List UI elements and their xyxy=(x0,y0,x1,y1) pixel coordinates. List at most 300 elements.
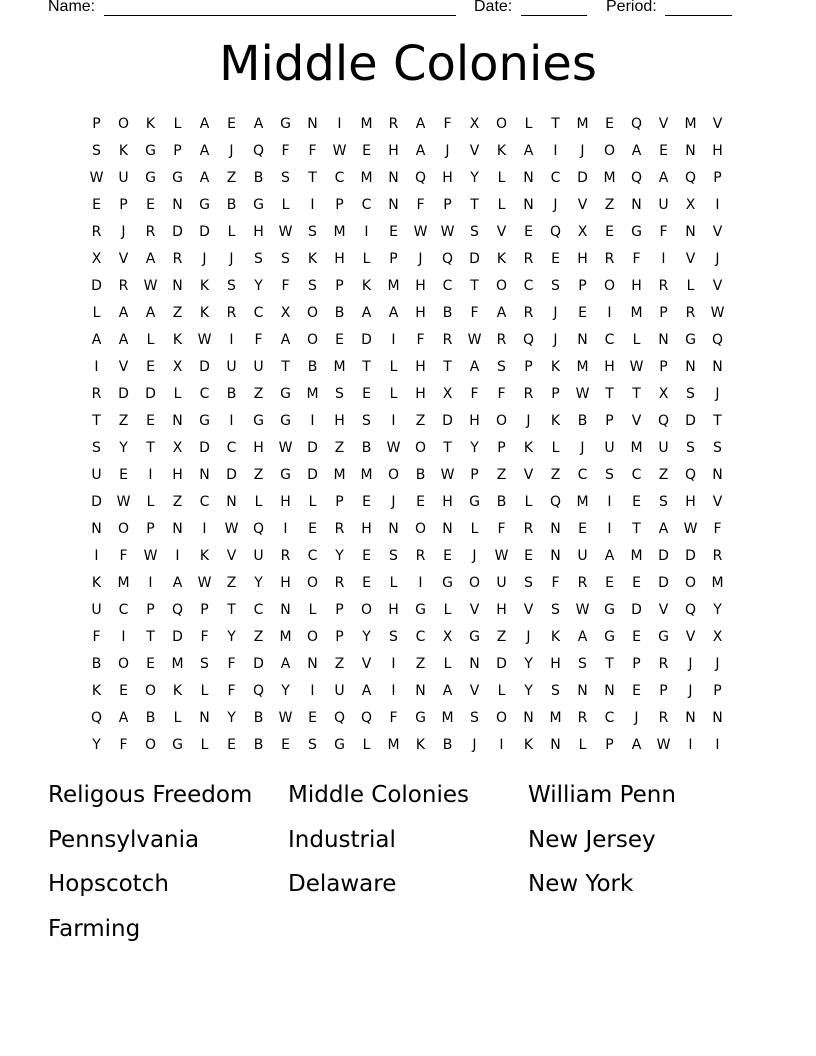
grid-letter[interactable]: Z xyxy=(226,170,237,186)
grid-letter[interactable]: S xyxy=(551,602,560,618)
grid-letter[interactable]: M xyxy=(630,548,643,564)
grid-letter[interactable]: H xyxy=(280,494,291,510)
grid-letter[interactable]: W xyxy=(197,332,212,348)
grid-letter[interactable]: J xyxy=(391,494,396,510)
grid-letter[interactable]: E xyxy=(362,548,371,564)
grid-letter[interactable]: P xyxy=(632,656,641,672)
grid-letter[interactable]: Q xyxy=(441,251,454,267)
grid-letter[interactable]: K xyxy=(523,737,534,753)
grid-letter[interactable]: O xyxy=(468,575,481,591)
grid-letter[interactable]: J xyxy=(553,305,558,321)
grid-letter[interactable]: O xyxy=(117,116,130,132)
grid-letter[interactable]: E xyxy=(632,683,641,699)
grid-letter[interactable]: R xyxy=(172,251,183,267)
grid-letter[interactable]: A xyxy=(631,737,642,753)
grid-letter[interactable]: V xyxy=(469,683,480,699)
grid-letter[interactable]: N xyxy=(712,710,723,726)
grid-letter[interactable]: G xyxy=(469,494,480,510)
grid-letter[interactable]: G xyxy=(415,710,426,726)
grid-letter[interactable]: P xyxy=(578,278,587,294)
grid-letter[interactable]: A xyxy=(118,332,129,348)
grid-letter[interactable]: T xyxy=(551,116,560,132)
grid-letter[interactable]: V xyxy=(631,413,642,429)
grid-letter[interactable]: G xyxy=(199,197,210,213)
grid-letter[interactable]: Q xyxy=(630,116,643,132)
grid-letter[interactable]: N xyxy=(415,683,426,699)
grid-letter[interactable]: F xyxy=(254,332,263,348)
grid-letter[interactable]: I xyxy=(715,737,720,753)
grid-letter[interactable]: O xyxy=(495,278,508,294)
grid-letter[interactable]: H xyxy=(631,278,642,294)
grid-letter[interactable]: A xyxy=(523,143,534,159)
grid-letter[interactable]: P xyxy=(713,170,722,186)
grid-letter[interactable]: F xyxy=(308,143,317,159)
grid-letter[interactable]: V xyxy=(685,629,696,645)
grid-letter[interactable]: T xyxy=(92,413,101,429)
grid-letter[interactable]: N xyxy=(280,602,291,618)
period-blank[interactable] xyxy=(665,15,732,16)
grid-letter[interactable]: A xyxy=(415,143,426,159)
grid-letter[interactable]: I xyxy=(418,575,423,591)
grid-letter[interactable]: R xyxy=(145,224,156,240)
grid-letter[interactable]: U xyxy=(577,548,588,564)
grid-letter[interactable]: L xyxy=(524,116,533,132)
grid-letter[interactable]: C xyxy=(631,467,642,483)
grid-letter[interactable]: O xyxy=(414,521,427,537)
grid-letter[interactable]: P xyxy=(335,629,344,645)
grid-letter[interactable]: R xyxy=(523,521,534,537)
grid-letter[interactable]: S xyxy=(200,656,209,672)
grid-letter[interactable]: R xyxy=(658,278,669,294)
grid-letter[interactable]: D xyxy=(469,251,480,267)
grid-letter[interactable]: E xyxy=(227,737,236,753)
grid-letter[interactable]: D xyxy=(172,629,183,645)
grid-letter[interactable]: W xyxy=(332,143,347,159)
grid-letter[interactable]: N xyxy=(388,170,399,186)
grid-letter[interactable]: H xyxy=(388,602,399,618)
grid-letter[interactable]: K xyxy=(172,332,183,348)
grid-letter[interactable]: L xyxy=(281,197,290,213)
grid-letter[interactable]: Q xyxy=(90,710,103,726)
grid-letter[interactable]: G xyxy=(280,467,291,483)
grid-letter[interactable]: A xyxy=(280,656,291,672)
grid-letter[interactable]: H xyxy=(388,143,399,159)
grid-letter[interactable]: A xyxy=(199,143,210,159)
grid-letter[interactable]: W xyxy=(197,575,212,591)
grid-letter[interactable]: P xyxy=(335,494,344,510)
grid-letter[interactable]: D xyxy=(658,548,669,564)
grid-letter[interactable]: U xyxy=(334,683,345,699)
grid-letter[interactable]: M xyxy=(684,116,697,132)
grid-letter[interactable]: X xyxy=(712,629,723,645)
grid-letter[interactable]: G xyxy=(685,332,696,348)
grid-letter[interactable]: O xyxy=(495,116,508,132)
grid-letter[interactable]: J xyxy=(553,197,558,213)
grid-letter[interactable]: M xyxy=(576,494,589,510)
grid-letter[interactable]: T xyxy=(443,440,452,456)
grid-letter[interactable]: K xyxy=(172,683,183,699)
grid-letter[interactable]: K xyxy=(361,278,372,294)
grid-letter[interactable]: N xyxy=(685,224,696,240)
grid-letter[interactable]: T xyxy=(308,170,317,186)
grid-letter[interactable]: E xyxy=(632,629,641,645)
grid-letter[interactable]: V xyxy=(712,494,723,510)
grid-letter[interactable]: N xyxy=(631,197,642,213)
grid-letter[interactable]: B xyxy=(253,737,264,753)
grid-letter[interactable]: A xyxy=(361,683,372,699)
grid-letter[interactable]: C xyxy=(199,386,210,402)
grid-letter[interactable]: B xyxy=(415,467,426,483)
grid-letter[interactable]: H xyxy=(415,359,426,375)
grid-letter[interactable]: S xyxy=(281,251,290,267)
grid-letter[interactable]: C xyxy=(253,602,264,618)
grid-letter[interactable]: Z xyxy=(253,629,264,645)
grid-letter[interactable]: N xyxy=(199,467,210,483)
grid-letter[interactable]: G xyxy=(604,602,615,618)
grid-letter[interactable]: F xyxy=(281,278,290,294)
grid-letter[interactable]: P xyxy=(713,683,722,699)
grid-letter[interactable]: W xyxy=(683,521,698,537)
grid-letter[interactable]: N xyxy=(712,359,723,375)
grid-letter[interactable]: M xyxy=(549,710,562,726)
grid-letter[interactable]: N xyxy=(550,737,561,753)
grid-letter[interactable]: R xyxy=(523,251,534,267)
grid-letter[interactable]: W xyxy=(440,224,455,240)
grid-letter[interactable]: M xyxy=(360,116,373,132)
grid-letter[interactable]: I xyxy=(283,521,288,537)
grid-letter[interactable]: N xyxy=(307,656,318,672)
grid-letter[interactable]: I xyxy=(175,548,180,564)
grid-letter[interactable]: I xyxy=(688,737,693,753)
grid-letter[interactable]: R xyxy=(415,548,426,564)
grid-letter[interactable]: Q xyxy=(522,332,535,348)
grid-letter[interactable]: M xyxy=(711,575,724,591)
grid-letter[interactable]: V xyxy=(685,251,696,267)
grid-letter[interactable]: I xyxy=(607,305,612,321)
grid-letter[interactable]: G xyxy=(199,413,210,429)
grid-letter[interactable]: N xyxy=(469,656,480,672)
grid-letter[interactable]: O xyxy=(684,575,697,591)
grid-letter[interactable]: L xyxy=(308,494,317,510)
grid-letter[interactable]: W xyxy=(710,305,725,321)
grid-letter[interactable]: H xyxy=(442,494,453,510)
grid-letter[interactable]: E xyxy=(443,548,452,564)
grid-letter[interactable]: Z xyxy=(658,467,669,483)
grid-letter[interactable]: B xyxy=(361,440,372,456)
grid-letter[interactable]: I xyxy=(229,413,234,429)
grid-letter[interactable]: B xyxy=(307,359,318,375)
grid-letter[interactable]: I xyxy=(310,197,315,213)
grid-letter[interactable]: D xyxy=(199,224,210,240)
grid-letter[interactable]: T xyxy=(470,197,479,213)
grid-letter[interactable]: A xyxy=(253,116,264,132)
grid-letter[interactable]: C xyxy=(550,170,561,186)
grid-letter[interactable]: E xyxy=(524,224,533,240)
grid-letter[interactable]: N xyxy=(550,548,561,564)
grid-letter[interactable]: P xyxy=(497,440,506,456)
grid-letter[interactable]: Y xyxy=(92,737,101,753)
grid-letter[interactable]: X xyxy=(91,251,102,267)
grid-letter[interactable]: U xyxy=(658,440,669,456)
grid-letter[interactable]: I xyxy=(364,224,369,240)
grid-letter[interactable]: N xyxy=(685,710,696,726)
grid-letter[interactable]: Q xyxy=(360,710,373,726)
grid-letter[interactable]: W xyxy=(143,548,158,564)
grid-letter[interactable]: W xyxy=(278,710,293,726)
grid-letter[interactable]: R xyxy=(334,575,345,591)
grid-letter[interactable]: C xyxy=(523,278,534,294)
grid-letter[interactable]: J xyxy=(715,386,720,402)
grid-letter[interactable]: A xyxy=(91,332,102,348)
grid-letter[interactable]: B xyxy=(442,305,453,321)
grid-letter[interactable]: A xyxy=(496,305,507,321)
grid-letter[interactable]: Q xyxy=(549,224,562,240)
grid-letter[interactable]: N xyxy=(172,197,183,213)
grid-letter[interactable]: F xyxy=(416,332,425,348)
grid-letter[interactable]: C xyxy=(253,305,264,321)
grid-letter[interactable]: K xyxy=(91,575,102,591)
grid-letter[interactable]: G xyxy=(253,197,264,213)
grid-letter[interactable]: C xyxy=(604,710,615,726)
grid-letter[interactable]: Z xyxy=(415,413,426,429)
grid-letter[interactable]: M xyxy=(441,710,454,726)
grid-letter[interactable]: N xyxy=(523,197,534,213)
grid-letter[interactable]: P xyxy=(335,197,344,213)
grid-letter[interactable]: E xyxy=(632,494,641,510)
grid-letter[interactable]: E xyxy=(308,710,317,726)
grid-letter[interactable]: T xyxy=(146,629,155,645)
grid-letter[interactable]: E xyxy=(632,575,641,591)
grid-letter[interactable]: W xyxy=(143,278,158,294)
grid-letter[interactable]: L xyxy=(173,710,182,726)
grid-letter[interactable]: D xyxy=(226,467,237,483)
grid-letter[interactable]: K xyxy=(199,305,210,321)
grid-letter[interactable]: C xyxy=(226,440,237,456)
grid-letter[interactable]: M xyxy=(171,656,184,672)
grid-letter[interactable]: X xyxy=(442,386,453,402)
grid-letter[interactable]: G xyxy=(469,629,480,645)
grid-letter[interactable]: P xyxy=(443,197,452,213)
grid-letter[interactable]: A xyxy=(145,305,156,321)
grid-letter[interactable]: K xyxy=(496,251,507,267)
grid-letter[interactable]: S xyxy=(470,710,479,726)
grid-letter[interactable]: D xyxy=(685,413,696,429)
grid-letter[interactable]: R xyxy=(712,548,723,564)
grid-letter[interactable]: V xyxy=(712,116,723,132)
grid-letter[interactable]: E xyxy=(578,521,587,537)
grid-letter[interactable]: Y xyxy=(281,683,290,699)
grid-letter[interactable]: R xyxy=(280,548,291,564)
grid-letter[interactable]: H xyxy=(253,440,264,456)
grid-letter[interactable]: R xyxy=(334,521,345,537)
grid-letter[interactable]: N xyxy=(523,710,534,726)
grid-letter[interactable]: R xyxy=(91,224,102,240)
grid-letter[interactable]: L xyxy=(497,197,506,213)
grid-letter[interactable]: I xyxy=(499,737,504,753)
grid-letter[interactable]: U xyxy=(604,440,615,456)
grid-letter[interactable]: O xyxy=(387,467,400,483)
grid-letter[interactable]: T xyxy=(713,413,722,429)
grid-letter[interactable]: S xyxy=(578,656,587,672)
grid-letter[interactable]: V xyxy=(712,278,723,294)
grid-letter[interactable]: K xyxy=(91,683,102,699)
grid-letter[interactable]: M xyxy=(387,278,400,294)
grid-letter[interactable]: A xyxy=(388,305,399,321)
grid-letter[interactable]: H xyxy=(334,413,345,429)
grid-letter[interactable]: K xyxy=(118,143,129,159)
grid-letter[interactable]: E xyxy=(362,386,371,402)
grid-letter[interactable]: B xyxy=(577,413,588,429)
grid-letter[interactable]: E xyxy=(524,548,533,564)
grid-letter[interactable]: Z xyxy=(550,467,561,483)
grid-letter[interactable]: O xyxy=(117,656,130,672)
grid-letter[interactable]: K xyxy=(307,251,318,267)
grid-letter[interactable]: E xyxy=(659,143,668,159)
grid-letter[interactable]: R xyxy=(685,305,696,321)
grid-letter[interactable]: G xyxy=(145,170,156,186)
grid-letter[interactable]: N xyxy=(523,170,534,186)
grid-letter[interactable]: V xyxy=(496,224,507,240)
grid-letter[interactable]: H xyxy=(361,521,372,537)
grid-letter[interactable]: Q xyxy=(711,332,724,348)
grid-letter[interactable]: F xyxy=(632,251,641,267)
grid-letter[interactable]: T xyxy=(281,359,290,375)
grid-letter[interactable]: Z xyxy=(253,467,264,483)
grid-letter[interactable]: V xyxy=(658,116,669,132)
grid-letter[interactable]: S xyxy=(362,413,371,429)
grid-letter[interactable]: E xyxy=(551,251,560,267)
grid-letter[interactable]: S xyxy=(281,170,290,186)
grid-letter[interactable]: D xyxy=(91,278,102,294)
grid-letter[interactable]: I xyxy=(607,521,612,537)
grid-letter[interactable]: J xyxy=(229,251,234,267)
grid-letter[interactable]: G xyxy=(280,116,291,132)
grid-letter[interactable]: L xyxy=(524,494,533,510)
grid-letter[interactable]: T xyxy=(443,359,452,375)
grid-letter[interactable]: V xyxy=(361,656,372,672)
grid-letter[interactable]: V xyxy=(658,602,669,618)
grid-letter[interactable]: A xyxy=(469,359,480,375)
grid-letter[interactable]: R xyxy=(91,386,102,402)
grid-letter[interactable]: L xyxy=(443,602,452,618)
grid-letter[interactable]: V xyxy=(577,197,588,213)
grid-letter[interactable]: D xyxy=(658,575,669,591)
grid-letter[interactable]: N xyxy=(226,494,237,510)
grid-letter[interactable]: D xyxy=(145,386,156,402)
grid-letter[interactable]: Q xyxy=(657,413,670,429)
grid-letter[interactable]: W xyxy=(467,332,482,348)
grid-letter[interactable]: S xyxy=(308,224,317,240)
grid-letter[interactable]: Y xyxy=(227,710,236,726)
grid-letter[interactable]: I xyxy=(121,629,126,645)
grid-letter[interactable]: L xyxy=(308,602,317,618)
grid-letter[interactable]: E xyxy=(119,683,128,699)
grid-letter[interactable]: N xyxy=(604,683,615,699)
grid-letter[interactable]: C xyxy=(442,278,453,294)
grid-letter[interactable]: D xyxy=(91,494,102,510)
grid-letter[interactable]: O xyxy=(306,332,319,348)
grid-letter[interactable]: L xyxy=(578,737,587,753)
grid-letter[interactable]: L xyxy=(254,494,263,510)
grid-letter[interactable]: U xyxy=(226,359,237,375)
grid-letter[interactable]: B xyxy=(226,197,237,213)
grid-letter[interactable]: Y xyxy=(227,629,236,645)
grid-letter[interactable]: P xyxy=(335,278,344,294)
grid-letter[interactable]: U xyxy=(118,170,129,186)
grid-letter[interactable]: S xyxy=(551,683,560,699)
grid-letter[interactable]: R xyxy=(118,278,129,294)
grid-letter[interactable]: V xyxy=(469,143,480,159)
grid-letter[interactable]: U xyxy=(253,359,264,375)
grid-letter[interactable]: P xyxy=(119,197,128,213)
grid-letter[interactable]: W xyxy=(413,224,428,240)
grid-letter[interactable]: X xyxy=(172,359,183,375)
grid-letter[interactable]: I xyxy=(661,251,666,267)
grid-letter[interactable]: F xyxy=(281,143,290,159)
grid-letter[interactable]: M xyxy=(333,467,346,483)
grid-letter[interactable]: O xyxy=(306,629,319,645)
grid-letter[interactable]: Z xyxy=(172,494,183,510)
grid-letter[interactable]: E xyxy=(146,656,155,672)
grid-letter[interactable]: D xyxy=(685,548,696,564)
grid-letter[interactable]: Y xyxy=(524,656,533,672)
grid-letter[interactable]: S xyxy=(254,251,263,267)
grid-letter[interactable]: Z xyxy=(334,656,345,672)
grid-letter[interactable]: A xyxy=(280,332,291,348)
grid-letter[interactable]: H xyxy=(334,251,345,267)
grid-letter[interactable]: H xyxy=(253,224,264,240)
grid-letter[interactable]: S xyxy=(227,278,236,294)
grid-letter[interactable]: Y xyxy=(119,440,128,456)
grid-letter[interactable]: C xyxy=(118,602,129,618)
grid-letter[interactable]: K xyxy=(550,359,561,375)
grid-letter[interactable]: L xyxy=(686,278,695,294)
grid-letter[interactable]: E xyxy=(605,116,614,132)
grid-letter[interactable]: E xyxy=(578,305,587,321)
grid-letter[interactable]: J xyxy=(688,683,693,699)
grid-letter[interactable]: F xyxy=(389,710,398,726)
grid-letter[interactable]: E xyxy=(119,467,128,483)
grid-letter[interactable]: F xyxy=(119,548,128,564)
grid-letter[interactable]: R xyxy=(604,251,615,267)
grid-letter[interactable]: A xyxy=(361,305,372,321)
grid-letter[interactable]: T xyxy=(632,521,641,537)
grid-letter[interactable]: W xyxy=(575,386,590,402)
grid-letter[interactable]: J xyxy=(715,251,720,267)
grid-letter[interactable]: Z xyxy=(604,197,615,213)
grid-letter[interactable]: I xyxy=(148,575,153,591)
grid-letter[interactable]: F xyxy=(497,521,506,537)
grid-letter[interactable]: D xyxy=(442,413,453,429)
grid-letter[interactable]: A xyxy=(658,521,669,537)
grid-letter[interactable]: C xyxy=(415,629,426,645)
grid-letter[interactable]: L xyxy=(389,359,398,375)
grid-letter[interactable]: J xyxy=(472,548,477,564)
grid-letter[interactable]: T xyxy=(362,359,371,375)
grid-letter[interactable]: E xyxy=(362,494,371,510)
grid-letter[interactable]: L xyxy=(173,116,182,132)
grid-letter[interactable]: S xyxy=(551,278,560,294)
grid-letter[interactable]: E xyxy=(281,737,290,753)
grid-letter[interactable]: G xyxy=(145,143,156,159)
grid-letter[interactable]: J xyxy=(526,629,531,645)
grid-letter[interactable]: H xyxy=(172,467,183,483)
grid-letter[interactable]: W xyxy=(224,521,239,537)
grid-letter[interactable]: W xyxy=(278,224,293,240)
grid-letter[interactable]: S xyxy=(92,143,101,159)
grid-letter[interactable]: D xyxy=(307,467,318,483)
grid-letter[interactable]: P xyxy=(470,467,479,483)
